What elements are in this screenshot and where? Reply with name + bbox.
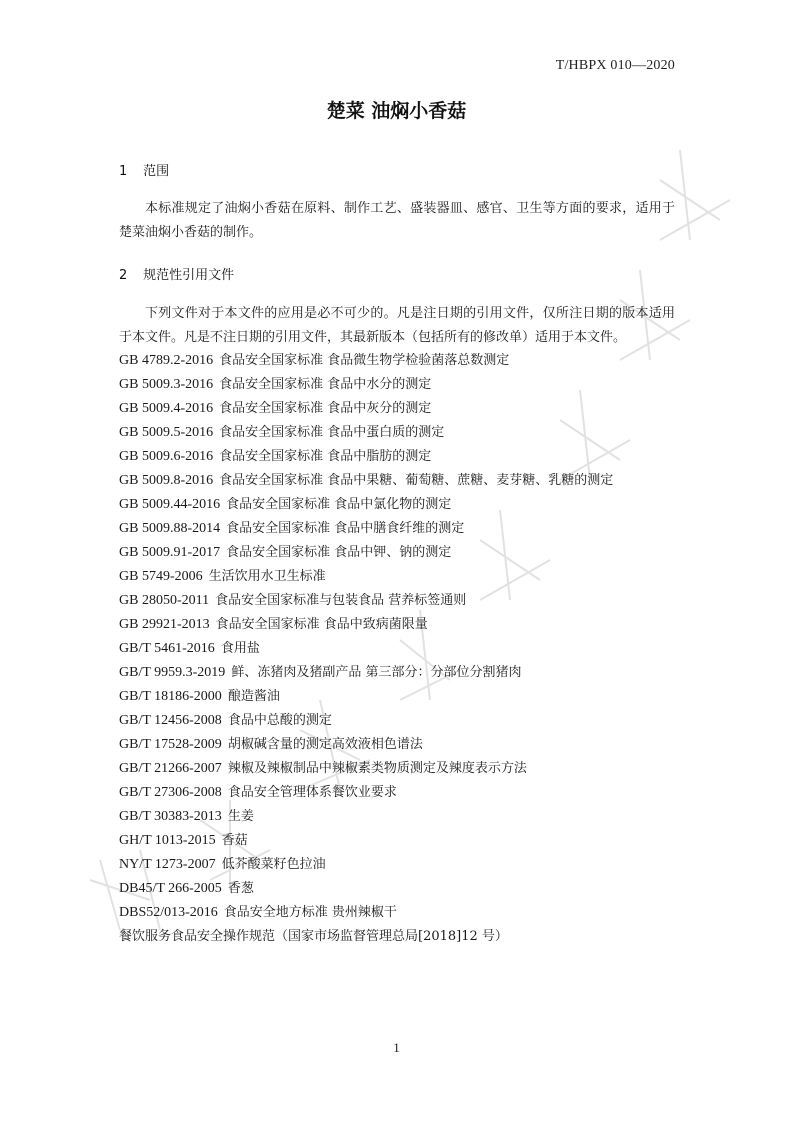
reference-title: 香葱 xyxy=(227,881,254,896)
reference-title: 食品中总酸的测定 xyxy=(227,713,332,728)
reference-item xyxy=(119,877,679,901)
reference-item xyxy=(119,685,679,709)
reference-item xyxy=(119,661,679,685)
reference-code: GB/T 9959.3-2019 xyxy=(119,665,226,680)
reference-item xyxy=(119,565,679,589)
reference-title: 食品安全国家标准 食品中灰分的测定 xyxy=(219,401,432,416)
reference-item xyxy=(119,469,679,493)
reference-code: GB 28050-2011 xyxy=(119,593,210,608)
section-heading-references xyxy=(119,264,234,283)
reference-title: 生姜 xyxy=(227,809,254,824)
reference-item xyxy=(119,757,679,781)
section-heading-scope xyxy=(119,160,169,179)
reference-code: GB 5009.3-2016 xyxy=(119,377,214,392)
reference-title: 食品安全国家标准 食品中钾、钠的测定 xyxy=(226,545,452,560)
reference-title: 食品安全国家标准 食品微生物学检验菌落总数测定 xyxy=(219,353,510,368)
reference-item xyxy=(119,445,679,469)
reference-title: 食品安全国家标准 食品中果糖、葡萄糖、蔗糖、麦芽糖、乳糖的测定 xyxy=(219,473,614,488)
reference-item xyxy=(119,925,679,949)
reference-code: DB45/T 266-2005 xyxy=(119,881,222,896)
reference-code: GB 5009.5-2016 xyxy=(119,425,214,440)
reference-title: 食品安全国家标准 食品中脂肪的测定 xyxy=(219,449,432,464)
reference-code: GB 5009.6-2016 xyxy=(119,449,214,464)
reference-item xyxy=(119,829,679,853)
reference-item xyxy=(119,349,679,373)
reference-title: 食品安全国家标准与包装食品 营养标签通则 xyxy=(215,593,467,608)
reference-code: GB/T 5461-2016 xyxy=(119,641,215,656)
reference-title: 辣椒及辣椒制品中辣椒素类物质测定及辣度表示方法 xyxy=(227,761,527,776)
reference-code: GB 5009.8-2016 xyxy=(119,473,214,488)
page-number: 1 xyxy=(393,1040,400,1055)
reference-code: DBS52/013-2016 xyxy=(119,905,218,920)
reference-code: GB 5009.88-2014 xyxy=(119,521,221,536)
reference-code: GB 29921-2013 xyxy=(119,617,210,632)
reference-code: GH/T 1013-2015 xyxy=(119,833,216,848)
reference-item xyxy=(119,853,679,877)
section-number: 2 xyxy=(119,268,128,283)
reference-title: 食品安全国家标准 食品中水分的测定 xyxy=(219,377,432,392)
reference-code: GB/T 18186-2000 xyxy=(119,689,222,704)
reference-code: GB 5009.4-2016 xyxy=(119,401,214,416)
reference-item xyxy=(119,373,679,397)
reference-title: 食品安全管理体系餐饮业要求 xyxy=(227,785,397,800)
reference-title: 食品安全国家标准 食品中氯化物的测定 xyxy=(226,497,452,512)
reference-code: GB/T 12456-2008 xyxy=(119,713,222,728)
reference-code: GB 5009.91-2017 xyxy=(119,545,221,560)
section-number: 1 xyxy=(119,164,128,179)
reference-item xyxy=(119,493,679,517)
reference-title: 胡椒碱含量的测定高效液相色谱法 xyxy=(227,737,423,752)
reference-code: GB 5749-2006 xyxy=(119,569,203,584)
reference-title: 鲜、冻猪肉及猪副产品 第三部分：分部位分割猪肉 xyxy=(231,665,522,680)
reference-code: GB 5009.44-2016 xyxy=(119,497,221,512)
reference-item xyxy=(119,901,679,925)
section-title: 规范性引用文件 xyxy=(143,268,235,283)
reference-title: 酿造酱油 xyxy=(227,689,280,704)
document-title: 楚菜 油焖小香菇 xyxy=(326,100,467,122)
section-title: 范围 xyxy=(143,164,170,179)
reference-item xyxy=(119,781,679,805)
reference-title: 食品安全国家标准 食品中膳食纤维的测定 xyxy=(226,521,465,536)
reference-item xyxy=(119,541,679,565)
reference-list xyxy=(119,349,679,949)
reference-code: NY/T 1273-2007 xyxy=(119,857,216,872)
reference-title: 食品安全国家标准 食品中蛋白质的测定 xyxy=(219,425,445,440)
reference-title: 低芥酸菜籽色拉油 xyxy=(221,857,326,872)
reference-code: GB/T 30383-2013 xyxy=(119,809,222,824)
reference-title: 餐饮服务食品安全操作规范（国家市场监督管理总局[2018]12 号） xyxy=(119,929,508,944)
reference-item xyxy=(119,589,679,613)
reference-title: 食用盐 xyxy=(220,641,260,656)
reference-item xyxy=(119,733,679,757)
scope-paragraph: 本标准规定了油焖小香菇在原料、制作工艺、盛装器皿、感官、卫生等方面的要求，适用于楚菜油焖小香菇的制作。 xyxy=(119,201,675,240)
reference-code: GB 4789.2-2016 xyxy=(119,353,214,368)
reference-item xyxy=(119,613,679,637)
reference-title: 食品安全地方标准 贵州辣椒干 xyxy=(223,905,397,920)
reference-title: 生活饮用水卫生标准 xyxy=(208,569,326,584)
document-code: T/HBPX 010—2020 xyxy=(555,58,675,73)
reference-item xyxy=(119,637,679,661)
reference-item xyxy=(119,805,679,829)
reference-code: GB/T 27306-2008 xyxy=(119,785,222,800)
reference-title: 香菇 xyxy=(221,833,248,848)
reference-item xyxy=(119,709,679,733)
reference-item xyxy=(119,421,679,445)
reference-item xyxy=(119,397,679,421)
reference-item xyxy=(119,517,679,541)
reference-code: GB/T 21266-2007 xyxy=(119,761,222,776)
reference-title: 食品安全国家标准 食品中致病菌限量 xyxy=(215,617,428,632)
reference-code: GB/T 17528-2009 xyxy=(119,737,222,752)
references-paragraph: 下列文件对于本文件的应用是必不可少的。凡是注日期的引用文件，仅所注日期的版本适用于本文件。凡是不注日期的引用文件，其最新版本（包括所有的修改单）适用于本文件。 xyxy=(119,306,675,345)
